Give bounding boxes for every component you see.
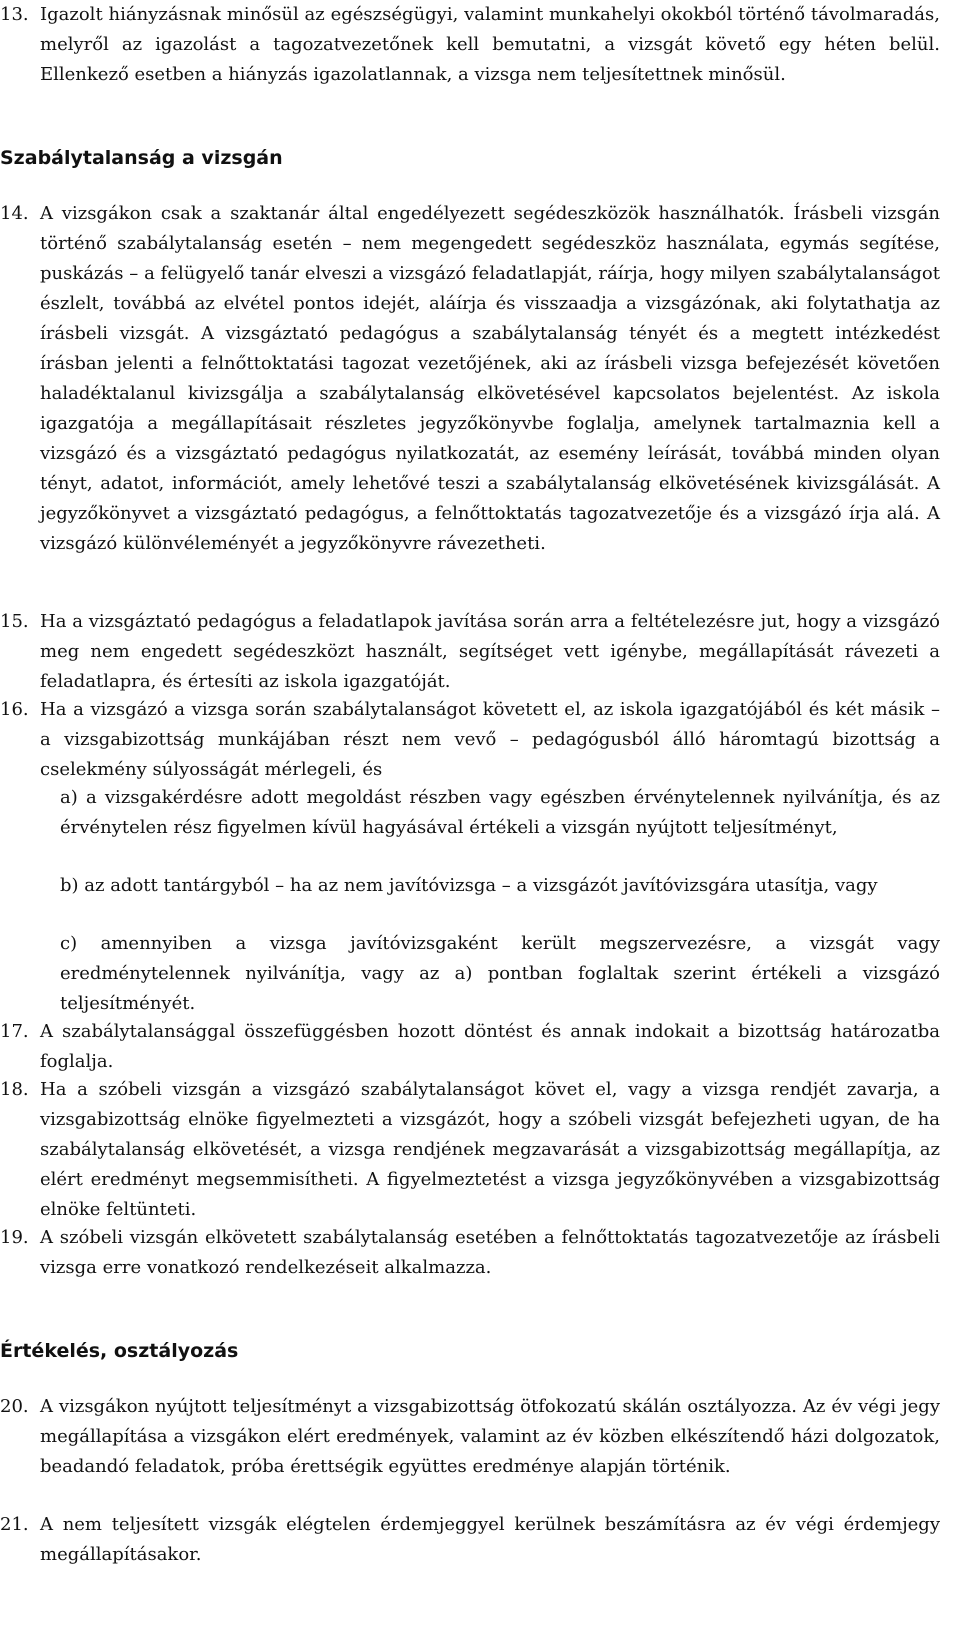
item-text: A vizsgákon nyújtott teljesítményt a vizsgabizottság ötfokozatú skálán osztályozza. Az év végi jegy megállapítása a vizsgákon elért eredmények, valamint az év közben elkészítendő házi dolgozatok, beadandó feladatok, próba érettségik együttes eredménye alapján történik. xyxy=(40,1396,940,1477)
item-text: A vizsgákon csak a szaktanár által engedélyezett segédeszközök használhatók. Írásbeli vizsgán történő szabálytalanság esetén – nem megengedett segédeszköz használata, egymás segítése, puskázás – a felügyelő tanár elveszi a vizsgázó feladatlapját, ráírja, hogy milyen szabálytalanságot észlelt, továbbá az elvétel pontos idejét, aláírja és visszaadja a vizsgázónak, aki folytathatja az írásbeli vizsgát. A vizsgáztató pedagógus a szabálytalanság tényét és a megtett intézkedést írásban jelenti a felnőttoktatási tagozat vezetőjének, aki az írásbeli vizsga befejezését követően haladéktalanul kivizsgálja a szabálytalanság elkövetésével kapcsolatos bejelentést. Az iskola igazgatója a megállapításait részletes jegyzőkönyvbe foglalja, amelynek tartalmaznia kell a vizsgázó és a vizsgáztató pedagógus nyilatkozatát, az esemény leírását, továbbá minden olyan tényt, adatot, információt, amely lehetővé teszi a szabálytalanság elkövetésének kivizsgálását. A jegyzőkönyvet a vizsgáztató pedagógus, a felnőttoktatás tagozatvezetője és a vizsgázó írja alá. A vizsgázó különvéleményét a jegyzőkönyvre rávezetheti. xyxy=(40,203,940,554)
item-number: 18. xyxy=(0,1079,29,1100)
item-text: A nem teljesített vizsgák elégtelen érdemjeggyel kerülnek beszámításra az év végi érdemjegy megállapításakor. xyxy=(40,1514,940,1565)
list-item-17 xyxy=(0,1017,960,1077)
item-number: 17. xyxy=(0,1021,29,1042)
item-text: A szabálytalansággal összefüggésben hozott döntést és annak indokait a bizottság határozatba foglalja. xyxy=(40,1021,940,1072)
item-text: Ha a vizsgáztató pedagógus a feladatlapok javítása során arra a feltételezésre jut, hogy a vizsgázó meg nem engedett segédeszközt használt, segítséget vett igénybe, megállapítását rávezeti a feladatlapra, és értesíti az iskola igazgatóját. xyxy=(40,611,940,692)
list-item-20 xyxy=(0,1392,960,1482)
list-item-13 xyxy=(0,0,960,90)
list-item-14 xyxy=(0,199,960,559)
item-number: 21. xyxy=(0,1514,29,1535)
list-item-16 xyxy=(0,695,960,785)
sub-item-b: b) az adott tantárgyból – ha az nem javítóvizsga – a vizsgázót javítóvizsgára utasítja, vagy xyxy=(60,875,878,896)
section-heading-evaluation: Értékelés, osztályozás xyxy=(0,1340,239,1362)
list-item-19 xyxy=(0,1223,960,1283)
item-text: A szóbeli vizsgán elkövetett szabálytalanság esetében a felnőttoktatás tagozatvezetője az írásbeli vizsga erre vonatkozó rendelkezéseit alkalmazza. xyxy=(40,1227,940,1278)
item-text: Ha a vizsgázó a vizsga során szabálytalanságot követett el, az iskola igazgatójából és két másik – a vizsgabizottság munkájában részt nem vevő – pedagógusból álló háromtagú bizottság a cselekmény súlyosságát mérlegeli, és xyxy=(40,699,940,780)
list-item-18 xyxy=(0,1075,960,1225)
item-number: 16. xyxy=(0,699,29,720)
list-item-21 xyxy=(0,1510,960,1570)
section-heading-irregularity: Szabálytalanság a vizsgán xyxy=(0,147,283,169)
item-number: 19. xyxy=(0,1227,29,1248)
item-number: 14. xyxy=(0,203,29,224)
item-number: 20. xyxy=(0,1396,29,1417)
item-number: 13. xyxy=(0,4,29,25)
item-text: Ha a szóbeli vizsgán a vizsgázó szabálytalanságot követ el, vagy a vizsga rendjét zavarja, a vizsgabizottság elnöke figyelmezteti a vizsgázót, hogy a szóbeli vizsgát befejezheti ugyan, de ha szabálytalanság elkövetését, a vizsga rendjének megzavarását a vizsgabizottság megállapítja, az elért eredményt megsemmisítheti. A figyelmeztetést a vizsga jegyzőkönyvében a vizsgabizottság elnöke feltünteti. xyxy=(40,1079,940,1220)
list-item-15 xyxy=(0,607,960,697)
item-text: Igazolt hiányzásnak minősül az egészségügyi, valamint munkahelyi okokból történő távolmaradás, melyről az igazolást a tagozatvezetőnek kell bemutatni, a vizsgát követő egy héten belül. Ellenkező esetben a hiányzás igazolatlannak, a vizsga nem teljesítettnek minősül. xyxy=(40,4,940,85)
sub-item-c: c) amennyiben a vizsga javítóvizsgaként került megszervezésre, a vizsgát vagy eredménytelennek nyilvánítja, vagy az a) pontban foglaltak szerint értékeli a vizsgázó teljesítményét. xyxy=(60,933,940,1014)
item-number: 15. xyxy=(0,611,29,632)
sub-item-a: a) a vizsgakérdésre adott megoldást részben vagy egészben érvénytelennek nyilvánítja, és az érvénytelen rész figyelmen kívül hagyásával értékeli a vizsgán nyújtott teljesítményt, xyxy=(60,787,940,838)
